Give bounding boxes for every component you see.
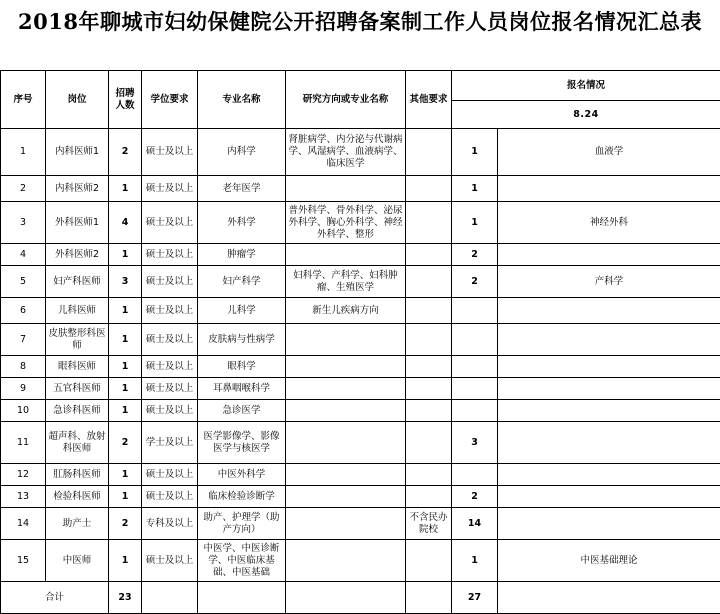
cell-position: 五官科医师 xyxy=(46,378,109,400)
cell-degree: 硕士及以上 xyxy=(142,324,198,356)
page-title: 2018年聊城市妇幼保健院公开招聘备案制工作人员岗位报名情况汇总表 xyxy=(0,6,720,37)
cell-research: 肾脏病学、内分泌与代谢病学、风湿病学、血液病学、临床医学 xyxy=(286,129,406,176)
cell-position: 检验科医师 xyxy=(46,486,109,508)
cell-position: 内科医师1 xyxy=(46,129,109,176)
table-row xyxy=(1,422,720,464)
cell-research: 妇科学、产科学、妇科肿瘤、生殖医学 xyxy=(286,266,406,298)
cell-hires: 3 xyxy=(109,266,142,298)
total-empty xyxy=(498,582,720,614)
total-empty xyxy=(286,582,406,614)
cell-seq: 3 xyxy=(1,202,46,244)
table-row xyxy=(1,508,720,540)
cell-other xyxy=(406,176,452,202)
cell-remark xyxy=(498,378,720,400)
cell-count xyxy=(452,378,498,400)
cell-remark: 中医基础理论 xyxy=(498,540,720,582)
cell-seq: 2 xyxy=(1,176,46,202)
cell-degree: 学士及以上 xyxy=(142,422,198,464)
cell-count xyxy=(452,356,498,378)
cell-hires: 2 xyxy=(109,422,142,464)
cell-major: 眼科学 xyxy=(198,356,286,378)
recruitment-table xyxy=(0,70,720,614)
cell-remark xyxy=(498,356,720,378)
cell-hires: 1 xyxy=(109,324,142,356)
cell-degree: 硕士及以上 xyxy=(142,540,198,582)
cell-remark xyxy=(498,244,720,266)
cell-research xyxy=(286,486,406,508)
cell-seq: 8 xyxy=(1,356,46,378)
cell-research xyxy=(286,356,406,378)
cell-research xyxy=(286,422,406,464)
cell-other xyxy=(406,298,452,324)
cell-major: 中医外科学 xyxy=(198,464,286,486)
cell-position: 急诊科医师 xyxy=(46,400,109,422)
cell-degree: 硕士及以上 xyxy=(142,176,198,202)
cell-major: 助产、护理学（助产方向） xyxy=(198,508,286,540)
header-degree: 学位要求 xyxy=(142,71,198,129)
cell-hires: 1 xyxy=(109,486,142,508)
cell-seq: 5 xyxy=(1,266,46,298)
header-other: 其他要求 xyxy=(406,71,452,129)
total-count: 27 xyxy=(452,582,498,614)
table-row xyxy=(1,464,720,486)
cell-seq: 4 xyxy=(1,244,46,266)
cell-other xyxy=(406,244,452,266)
total-empty xyxy=(406,582,452,614)
cell-major: 中医学、中医诊断学、中医临床基础、中医基础 xyxy=(198,540,286,582)
header-row xyxy=(1,71,720,101)
cell-research: 普外科学、骨外科学、泌尿外科学、胸心外科学、神经外科学、整形 xyxy=(286,202,406,244)
cell-research xyxy=(286,176,406,202)
cell-major: 医学影像学、影像医学与核医学 xyxy=(198,422,286,464)
header-position: 岗位 xyxy=(46,71,109,129)
cell-degree: 硕士及以上 xyxy=(142,378,198,400)
cell-remark: 产科学 xyxy=(498,266,720,298)
cell-position: 眼科医师 xyxy=(46,356,109,378)
cell-seq: 12 xyxy=(1,464,46,486)
header-hires: 招聘人数 xyxy=(109,71,142,129)
cell-seq: 14 xyxy=(1,508,46,540)
cell-major: 临床检验诊断学 xyxy=(198,486,286,508)
cell-degree: 硕士及以上 xyxy=(142,266,198,298)
cell-research xyxy=(286,464,406,486)
cell-degree: 专科及以上 xyxy=(142,508,198,540)
cell-remark xyxy=(498,486,720,508)
cell-seq: 1 xyxy=(1,129,46,176)
cell-seq: 7 xyxy=(1,324,46,356)
cell-count xyxy=(452,324,498,356)
cell-count: 1 xyxy=(452,202,498,244)
total-empty xyxy=(142,582,198,614)
cell-remark xyxy=(498,400,720,422)
cell-position: 外科医师2 xyxy=(46,244,109,266)
cell-other xyxy=(406,266,452,298)
cell-research xyxy=(286,508,406,540)
cell-other xyxy=(406,378,452,400)
cell-seq: 15 xyxy=(1,540,46,582)
cell-other xyxy=(406,464,452,486)
total-row xyxy=(1,582,720,614)
cell-other: 不含民办院校 xyxy=(406,508,452,540)
cell-degree: 硕士及以上 xyxy=(142,356,198,378)
cell-position: 儿科医师 xyxy=(46,298,109,324)
cell-hires: 1 xyxy=(109,356,142,378)
cell-research xyxy=(286,540,406,582)
header-research: 研究方向或专业名称 xyxy=(286,71,406,129)
cell-other xyxy=(406,422,452,464)
total-hires: 23 xyxy=(109,582,142,614)
total-label: 合计 xyxy=(1,582,109,614)
header-date: 8.24 xyxy=(452,101,720,129)
table-row xyxy=(1,400,720,422)
cell-other xyxy=(406,400,452,422)
cell-other xyxy=(406,129,452,176)
cell-degree: 硕士及以上 xyxy=(142,244,198,266)
cell-seq: 11 xyxy=(1,422,46,464)
cell-hires: 1 xyxy=(109,540,142,582)
cell-major: 耳鼻咽喉科学 xyxy=(198,378,286,400)
table-row xyxy=(1,266,720,298)
cell-major: 外科学 xyxy=(198,202,286,244)
cell-other xyxy=(406,324,452,356)
cell-remark xyxy=(498,176,720,202)
table-row xyxy=(1,356,720,378)
cell-research xyxy=(286,244,406,266)
cell-position: 中医师 xyxy=(46,540,109,582)
table-row xyxy=(1,129,720,176)
cell-other xyxy=(406,202,452,244)
table-row xyxy=(1,540,720,582)
cell-seq: 6 xyxy=(1,298,46,324)
cell-count: 14 xyxy=(452,508,498,540)
cell-count xyxy=(452,400,498,422)
cell-hires: 2 xyxy=(109,508,142,540)
cell-seq: 10 xyxy=(1,400,46,422)
cell-position: 皮肤整形科医师 xyxy=(46,324,109,356)
cell-degree: 硕士及以上 xyxy=(142,486,198,508)
table-row xyxy=(1,176,720,202)
cell-hires: 1 xyxy=(109,400,142,422)
cell-major: 肿瘤学 xyxy=(198,244,286,266)
total-empty xyxy=(198,582,286,614)
cell-hires: 1 xyxy=(109,298,142,324)
cell-remark: 血液学 xyxy=(498,129,720,176)
cell-remark xyxy=(498,422,720,464)
cell-count: 1 xyxy=(452,540,498,582)
header-seq: 序号 xyxy=(1,71,46,129)
header-major: 专业名称 xyxy=(198,71,286,129)
cell-position: 超声科、放射科医师 xyxy=(46,422,109,464)
table-row xyxy=(1,298,720,324)
cell-position: 内科医师2 xyxy=(46,176,109,202)
cell-remark xyxy=(498,324,720,356)
cell-research xyxy=(286,378,406,400)
table-row xyxy=(1,202,720,244)
cell-remark xyxy=(498,508,720,540)
cell-major: 老年医学 xyxy=(198,176,286,202)
cell-count: 1 xyxy=(452,176,498,202)
cell-degree: 硕士及以上 xyxy=(142,464,198,486)
table-row xyxy=(1,324,720,356)
cell-hires: 1 xyxy=(109,378,142,400)
cell-hires: 2 xyxy=(109,129,142,176)
cell-hires: 1 xyxy=(109,176,142,202)
cell-other xyxy=(406,356,452,378)
cell-remark xyxy=(498,464,720,486)
cell-major: 妇产科学 xyxy=(198,266,286,298)
header-signup: 报名情况 xyxy=(452,71,720,101)
cell-hires: 1 xyxy=(109,244,142,266)
cell-seq: 13 xyxy=(1,486,46,508)
cell-research: 新生儿疾病方向 xyxy=(286,298,406,324)
cell-degree: 硕士及以上 xyxy=(142,298,198,324)
cell-count xyxy=(452,464,498,486)
table-row xyxy=(1,486,720,508)
cell-major: 皮肤病与性病学 xyxy=(198,324,286,356)
cell-hires: 4 xyxy=(109,202,142,244)
cell-hires: 1 xyxy=(109,464,142,486)
cell-major: 儿科学 xyxy=(198,298,286,324)
cell-research xyxy=(286,324,406,356)
cell-degree: 硕士及以上 xyxy=(142,129,198,176)
cell-count: 2 xyxy=(452,244,498,266)
table-row xyxy=(1,378,720,400)
cell-degree: 硕士及以上 xyxy=(142,202,198,244)
cell-other xyxy=(406,540,452,582)
cell-count: 2 xyxy=(452,486,498,508)
cell-position: 外科医师1 xyxy=(46,202,109,244)
table-row xyxy=(1,244,720,266)
cell-remark: 神经外科 xyxy=(498,202,720,244)
cell-remark xyxy=(498,298,720,324)
cell-position: 妇产科医师 xyxy=(46,266,109,298)
cell-degree: 硕士及以上 xyxy=(142,400,198,422)
cell-count: 2 xyxy=(452,266,498,298)
cell-major: 内科学 xyxy=(198,129,286,176)
cell-count: 3 xyxy=(452,422,498,464)
cell-count: 1 xyxy=(452,129,498,176)
cell-position: 助产士 xyxy=(46,508,109,540)
cell-position: 肛肠科医师 xyxy=(46,464,109,486)
cell-other xyxy=(406,486,452,508)
cell-count xyxy=(452,298,498,324)
cell-major: 急诊医学 xyxy=(198,400,286,422)
cell-seq: 9 xyxy=(1,378,46,400)
cell-research xyxy=(286,400,406,422)
